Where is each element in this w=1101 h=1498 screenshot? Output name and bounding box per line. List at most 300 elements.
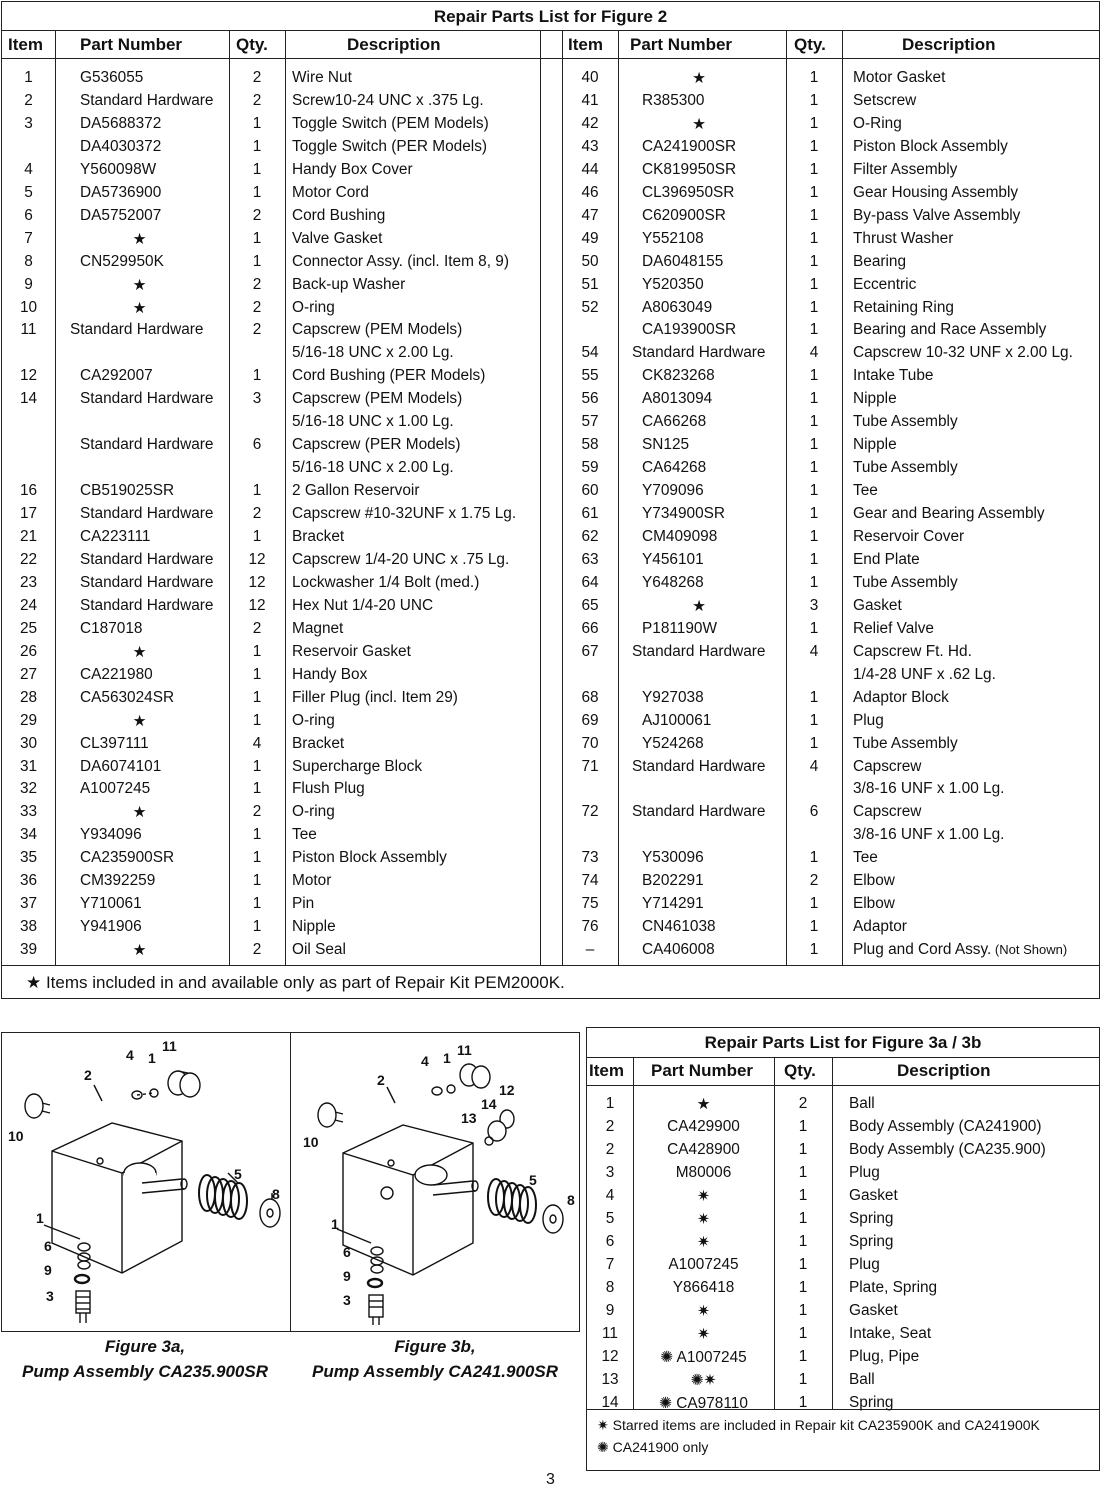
cell-item: 14 <box>601 1394 619 1411</box>
callout-4: 4 <box>126 1047 134 1063</box>
cell-item: 24 <box>19 596 38 614</box>
cell-part: CL397111 <box>80 734 149 752</box>
cell-item: 64 <box>581 573 599 591</box>
cell-part: CB519025SR <box>80 482 175 500</box>
cell-qty: 6 <box>809 803 819 821</box>
cell-part: Y648268 <box>642 573 704 591</box>
cell-qty: 2 <box>252 91 262 109</box>
cell-desc-note: (Not Shown) <box>991 942 1068 958</box>
cell-item: 16 <box>19 482 38 500</box>
cell-qty: 1 <box>809 275 819 293</box>
cell-item: 70 <box>581 734 599 752</box>
cell-qty: 1 <box>798 1187 808 1204</box>
cell-part: A1007245 <box>80 780 151 798</box>
cell-desc: Nipple <box>853 390 897 408</box>
cell-part: Y552108 <box>642 229 704 247</box>
figure-3b-pump-diagram <box>291 1033 580 1331</box>
cell-item: 41 <box>581 91 599 109</box>
cell-item: 13 <box>601 1371 619 1388</box>
cell-item: 58 <box>581 436 599 454</box>
cell-item: 7 <box>605 1256 615 1273</box>
cell-part: R385300 <box>642 91 705 109</box>
cell-item: 6 <box>24 206 33 224</box>
cell-item: 65 <box>581 596 599 614</box>
cell-desc: Toggle Switch (PEM Models) <box>292 114 489 132</box>
parts-table-figure-3 <box>586 1027 1100 1471</box>
cell-qty: 2 <box>252 275 262 293</box>
table-row <box>2 273 1101 296</box>
cell-item: 10 <box>19 298 38 316</box>
cell-qty: 2 <box>252 941 262 959</box>
cell-item: 52 <box>581 298 599 316</box>
table-row <box>2 89 1101 112</box>
header-description: Description <box>347 35 441 54</box>
cell-item: 12 <box>19 367 38 385</box>
cell-desc: Reservoir Cover <box>853 528 965 545</box>
cell-item: 72 <box>581 803 599 821</box>
cell-desc: Ball <box>849 1095 875 1112</box>
callout-9: 9 <box>44 1262 52 1278</box>
cell-qty: 1 <box>798 1210 808 1227</box>
cell-item: 4 <box>605 1187 615 1204</box>
cell-part: ★ <box>692 115 706 133</box>
cell-part: Standard Hardware <box>632 757 766 775</box>
table-row <box>2 318 1101 341</box>
cell-qty: 2 <box>252 69 262 86</box>
callout-11: 11 <box>162 1038 177 1054</box>
cell-part: SN125 <box>642 436 690 454</box>
cell-part: ★ <box>132 712 147 730</box>
callout-4: 4 <box>421 1053 429 1069</box>
table-row <box>2 755 1101 778</box>
callout-5: 5 <box>234 1166 242 1182</box>
cell-desc: Spring <box>849 1394 894 1411</box>
header-description: Description <box>897 1061 991 1080</box>
cell-desc: Tube Assembly <box>853 459 958 477</box>
cell-part: Standard Hardware <box>80 436 214 454</box>
cell-qty: 1 <box>809 321 819 339</box>
cell-qty: 2 <box>809 872 819 890</box>
cell-qty: 1 <box>252 229 262 247</box>
cell-qty: 1 <box>809 252 819 270</box>
cell-desc: Plug and Cord Assy. (Not Shown) <box>853 941 1068 959</box>
header-part-number-right: Part Number <box>630 35 733 54</box>
cell-qty: 2 <box>252 321 262 339</box>
table-row <box>587 1230 1099 1253</box>
cell-qty: 12 <box>248 573 266 591</box>
cell-desc: Magnet <box>292 619 344 637</box>
cell-part: Y927038 <box>642 688 704 706</box>
table-row <box>2 823 1101 846</box>
table-row <box>587 1161 1099 1184</box>
cell-qty: 4 <box>809 757 819 775</box>
cell-desc: Tube Assembly <box>853 573 958 591</box>
cell-item: 29 <box>19 711 38 729</box>
cell-part: P181190W <box>642 619 718 637</box>
callout-1: 1 <box>443 1050 451 1066</box>
cell-item: 5 <box>24 183 33 201</box>
cell-desc: 3/8-16 UNF x 1.00 Lg. <box>853 826 1005 844</box>
cell-qty: 1 <box>809 459 819 477</box>
header-description-right: Description <box>902 35 996 54</box>
cell-part: Y520350 <box>642 275 704 293</box>
cell-qty: 1 <box>809 413 819 431</box>
cell-desc: Ball <box>849 1371 875 1388</box>
cell-part: ★ <box>692 597 706 615</box>
cell-desc: O-ring <box>292 298 335 316</box>
cell-desc: Capscrew <box>853 803 922 821</box>
cell-item: 67 <box>581 642 599 660</box>
cell-item: 73 <box>581 849 599 867</box>
cell-part: ✷ <box>697 1303 710 1320</box>
cell-desc: Gear and Bearing Assembly <box>853 505 1045 523</box>
cell-item: 66 <box>581 619 599 637</box>
cell-desc: Oil Seal <box>292 941 346 959</box>
cell-desc: Capscrew <box>853 757 922 775</box>
cell-qty: 1 <box>809 298 819 316</box>
cell-part: Standard Hardware <box>80 390 214 408</box>
table-row <box>2 479 1101 502</box>
cell-part: CK823268 <box>642 367 715 385</box>
cell-qty: 1 <box>809 114 819 132</box>
cell-part: Standard Hardware <box>80 505 214 523</box>
cell-desc: Intake, Seat <box>849 1325 932 1342</box>
callout-1b: 1 <box>331 1216 339 1232</box>
cell-item: 69 <box>581 711 599 729</box>
cell-part: DA6074101 <box>80 757 162 775</box>
cell-desc: Gasket <box>849 1302 898 1319</box>
cell-desc: O-ring <box>292 711 335 729</box>
table-row <box>2 502 1101 525</box>
cell-part: Y866418 <box>672 1279 735 1296</box>
table-row <box>2 387 1101 410</box>
cell-qty: 1 <box>809 69 819 86</box>
cell-part: CA66268 <box>642 413 707 431</box>
cell-desc: Intake Tube <box>853 367 934 385</box>
cell-part: Y709096 <box>642 482 704 500</box>
cell-item: 35 <box>19 849 38 867</box>
table-row <box>2 709 1101 732</box>
table-row <box>2 892 1101 915</box>
cell-qty: 1 <box>798 1233 808 1250</box>
callout-14: 14 <box>481 1096 497 1112</box>
caption-line-1: Figure 3b, <box>394 1337 476 1356</box>
cell-part: CM409098 <box>642 528 718 545</box>
cell-qty: 1 <box>809 849 819 867</box>
cell-part: ✺ A1007245 <box>660 1349 747 1366</box>
cell-qty: 1 <box>252 918 262 936</box>
cell-desc: Cord Bushing <box>292 206 386 224</box>
cell-item: 57 <box>581 413 599 431</box>
cell-item: 8 <box>605 1279 615 1296</box>
cell-part: Standard Hardware <box>632 803 766 821</box>
cell-part: ✷ <box>697 1326 710 1343</box>
cell-item: 25 <box>19 619 38 637</box>
cell-desc: Capscrew 10-32 UNF x 2.00 Lg. <box>853 344 1073 362</box>
callout-3: 3 <box>343 1292 351 1308</box>
callout-1: 1 <box>148 1050 156 1066</box>
cell-part: CA64268 <box>642 459 707 477</box>
cell-part: C620900SR <box>642 206 726 224</box>
cell-part: Y941906 <box>80 918 142 936</box>
caption-line-2: Pump Assembly CA241.900SR <box>312 1362 558 1381</box>
cell-qty: 4 <box>809 344 819 362</box>
table-row <box>587 1299 1099 1322</box>
cell-qty: 1 <box>809 505 819 523</box>
cell-qty: 1 <box>798 1118 808 1135</box>
cell-desc: 1/4-28 UNF x .62 Lg. <box>853 665 996 683</box>
cell-part: CA221980 <box>80 665 153 683</box>
table-row <box>2 846 1101 869</box>
cell-desc: Bearing <box>853 252 907 270</box>
cell-qty: 1 <box>252 711 262 729</box>
cell-qty: 1 <box>798 1325 808 1342</box>
table-row <box>2 158 1101 181</box>
cell-qty: 1 <box>809 367 819 385</box>
cell-desc: O-ring <box>292 803 335 821</box>
cell-item: 2 <box>605 1118 615 1135</box>
cell-desc: 5/16-18 UNC x 2.00 Lg. <box>292 344 454 362</box>
cell-desc: Adaptor Block <box>853 688 949 706</box>
table-row <box>587 1345 1099 1368</box>
cell-qty: 1 <box>809 206 819 224</box>
cell-item: 55 <box>581 367 599 385</box>
cell-qty: 12 <box>248 550 266 568</box>
cell-part: CA235900SR <box>80 849 175 867</box>
cell-item: 47 <box>581 206 599 224</box>
cell-part: ★ <box>132 804 147 822</box>
table-row <box>587 1092 1099 1115</box>
cell-qty: 1 <box>798 1394 808 1411</box>
cell-qty: 1 <box>809 895 819 913</box>
table-row <box>587 1322 1099 1345</box>
cell-desc: Relief Valve <box>853 619 934 637</box>
cell-desc: Filter Assembly <box>853 160 958 178</box>
cell-part: DA5736900 <box>80 183 162 201</box>
callout-2: 2 <box>84 1067 92 1083</box>
cell-item: 6 <box>605 1233 615 1250</box>
cell-qty: 1 <box>809 941 819 959</box>
cell-qty: 2 <box>252 206 262 224</box>
cell-item: 63 <box>581 550 599 568</box>
cell-desc: Reservoir Gasket <box>292 642 411 660</box>
cell-item: 8 <box>24 252 33 270</box>
table-row <box>2 525 1101 548</box>
cell-qty: 2 <box>252 619 262 637</box>
cell-desc: Capscrew (PEM Models) <box>292 390 463 408</box>
cell-item: 37 <box>19 895 38 913</box>
cell-qty: 1 <box>798 1164 808 1181</box>
cell-desc: Thrust Washer <box>853 229 954 247</box>
cell-desc: Filler Plug (incl. Item 29) <box>292 688 458 706</box>
cell-desc: Gasket <box>849 1187 898 1204</box>
cell-item: 12 <box>601 1348 619 1365</box>
cell-desc: Hex Nut 1/4-20 UNC <box>292 596 434 614</box>
cell-part: M80006 <box>675 1164 732 1181</box>
cell-qty: 2 <box>252 505 262 523</box>
caption-line-1: Figure 3a, <box>104 1337 186 1356</box>
cell-desc: Handy Box Cover <box>292 160 413 178</box>
cell-qty: 1 <box>798 1141 808 1158</box>
cell-item: 3 <box>605 1164 615 1181</box>
table-row <box>2 410 1101 433</box>
cell-desc: Screw10-24 UNC x .375 Lg. <box>292 91 484 109</box>
cell-part: CA429900 <box>667 1118 740 1135</box>
table-row <box>587 1276 1099 1299</box>
cell-qty: 4 <box>252 734 262 752</box>
figures-panel <box>1 1032 580 1332</box>
note-ca241900-only: ✺ CA241900 only <box>597 1439 709 1455</box>
cell-qty: 1 <box>809 137 819 155</box>
cell-item: 2 <box>24 91 33 109</box>
cell-qty: 1 <box>798 1302 808 1319</box>
table-title: Repair Parts List for Figure 3a / 3b <box>587 1028 1099 1058</box>
callout-13: 13 <box>461 1110 477 1126</box>
cell-part: CA563024SR <box>80 688 175 706</box>
table-row <box>2 777 1101 800</box>
table-row <box>2 204 1101 227</box>
cell-part: CL396950SR <box>642 183 735 201</box>
cell-desc: Motor <box>292 872 332 890</box>
callout-8: 8 <box>567 1192 575 1208</box>
cell-desc: Wire Nut <box>292 69 352 86</box>
table-row <box>2 640 1101 663</box>
cell-qty: 1 <box>252 367 262 385</box>
cell-desc: Adaptor <box>853 918 907 936</box>
cell-part: B202291 <box>642 872 704 890</box>
cell-part: Standard Hardware <box>70 321 204 339</box>
cell-part: DA5752007 <box>80 206 162 224</box>
cell-desc: Motor Cord <box>292 183 369 201</box>
cell-item: 21 <box>19 528 38 545</box>
cell-part: CA223111 <box>80 528 151 545</box>
cell-qty: 1 <box>809 160 819 178</box>
cell-part: Y560098W <box>80 160 157 178</box>
cell-part: G536055 <box>80 69 144 86</box>
cell-part: A8063049 <box>642 298 713 316</box>
table-row <box>2 800 1101 823</box>
cell-desc: Capscrew 1/4-20 UNC x .75 Lg. <box>292 550 510 568</box>
table-row <box>2 594 1101 617</box>
cell-item: 34 <box>19 826 38 844</box>
table-row <box>2 250 1101 273</box>
cell-desc: Connector Assy. (incl. Item 8, 9) <box>292 252 509 270</box>
table-notes <box>597 1414 1040 1458</box>
table-footnote: ★ Items included in and available only as part of Repair Kit PEM2000K. <box>2 965 1099 998</box>
cell-desc: Piston Block Assembly <box>853 137 1008 155</box>
cell-item: 17 <box>19 505 38 523</box>
cell-part: Y734900SR <box>642 505 726 523</box>
cell-qty: 1 <box>252 826 262 844</box>
cell-qty: 1 <box>252 482 262 500</box>
cell-desc: Piston Block Assembly <box>292 849 447 867</box>
cell-item: 5 <box>605 1210 615 1227</box>
cell-qty: 1 <box>252 528 262 545</box>
cell-qty: 4 <box>809 642 819 660</box>
cell-part: CA428900 <box>667 1141 740 1158</box>
cell-desc: O-Ring <box>853 114 902 132</box>
cell-item: 23 <box>19 573 38 591</box>
cell-desc: Retaining Ring <box>853 298 954 316</box>
callout-10: 10 <box>8 1128 24 1144</box>
cell-desc: Plug <box>849 1164 880 1181</box>
cell-part: ★ <box>132 276 147 294</box>
cell-desc: Bracket <box>292 734 345 752</box>
cell-item: 30 <box>19 734 38 752</box>
cell-part: ★ <box>132 942 147 960</box>
cell-item: 38 <box>19 918 38 936</box>
cell-item: 68 <box>581 688 599 706</box>
cell-part: ✺✷ <box>690 1372 717 1389</box>
table-header-row <box>2 31 1099 59</box>
table-row <box>2 364 1101 387</box>
cell-part: Standard Hardware <box>632 344 766 362</box>
cell-part: DA6048155 <box>642 252 724 270</box>
cell-qty: 12 <box>248 596 266 614</box>
cell-desc: End Plate <box>853 550 920 568</box>
table-row <box>2 341 1101 364</box>
header-item: Item <box>589 1061 624 1080</box>
cell-qty: 2 <box>252 298 262 316</box>
caption-line-2: Pump Assembly CA235.900SR <box>22 1362 268 1381</box>
cell-desc: Body Assembly (CA241900) <box>849 1118 1042 1135</box>
cell-desc: Supercharge Block <box>292 757 423 775</box>
cell-desc: Capscrew Ft. Hd. <box>853 642 972 660</box>
table-row <box>2 135 1101 158</box>
cell-qty: 1 <box>809 229 819 247</box>
cell-qty: 1 <box>252 183 262 201</box>
table-row <box>2 433 1101 456</box>
parts-table-figure-2 <box>1 1 1100 999</box>
header-part-number: Part Number <box>80 35 183 54</box>
cell-part: CA193900SR <box>642 321 737 339</box>
cell-qty: 1 <box>252 114 262 132</box>
table-body <box>2 59 1099 965</box>
cell-part: Standard Hardware <box>80 573 214 591</box>
table-row <box>2 571 1101 594</box>
cell-part: Standard Hardware <box>632 642 766 660</box>
cell-qty: 1 <box>252 780 262 798</box>
cell-part: Y710061 <box>80 895 142 913</box>
callout-9: 9 <box>343 1268 351 1284</box>
cell-item: 39 <box>19 941 38 959</box>
cell-qty: 1 <box>809 711 819 729</box>
cell-part: ✷ <box>697 1234 710 1251</box>
cell-item: 42 <box>581 114 599 132</box>
cell-desc: Bracket <box>292 528 345 545</box>
cell-item: 11 <box>20 321 37 339</box>
cell-qty: 2 <box>798 1095 808 1112</box>
header-part-number: Part Number <box>651 1061 754 1080</box>
cell-item: 75 <box>581 895 599 913</box>
cell-qty: 1 <box>809 528 819 545</box>
cell-qty: 3 <box>809 596 819 614</box>
cell-item: 49 <box>581 229 599 247</box>
cell-qty: 1 <box>798 1279 808 1296</box>
cell-part: Standard Hardware <box>80 550 214 568</box>
figure-3a-caption <box>0 1334 290 1384</box>
table-row <box>587 1184 1099 1207</box>
cell-desc: Elbow <box>853 895 895 913</box>
table-row <box>2 686 1101 709</box>
cell-part: CN529950K <box>80 252 164 270</box>
cell-desc: Tube Assembly <box>853 734 958 752</box>
table-row <box>2 548 1101 571</box>
cell-qty: 1 <box>252 137 262 155</box>
cell-desc: By-pass Valve Assembly <box>853 206 1021 224</box>
cell-item: 40 <box>581 69 599 86</box>
cell-item: 33 <box>19 803 38 821</box>
